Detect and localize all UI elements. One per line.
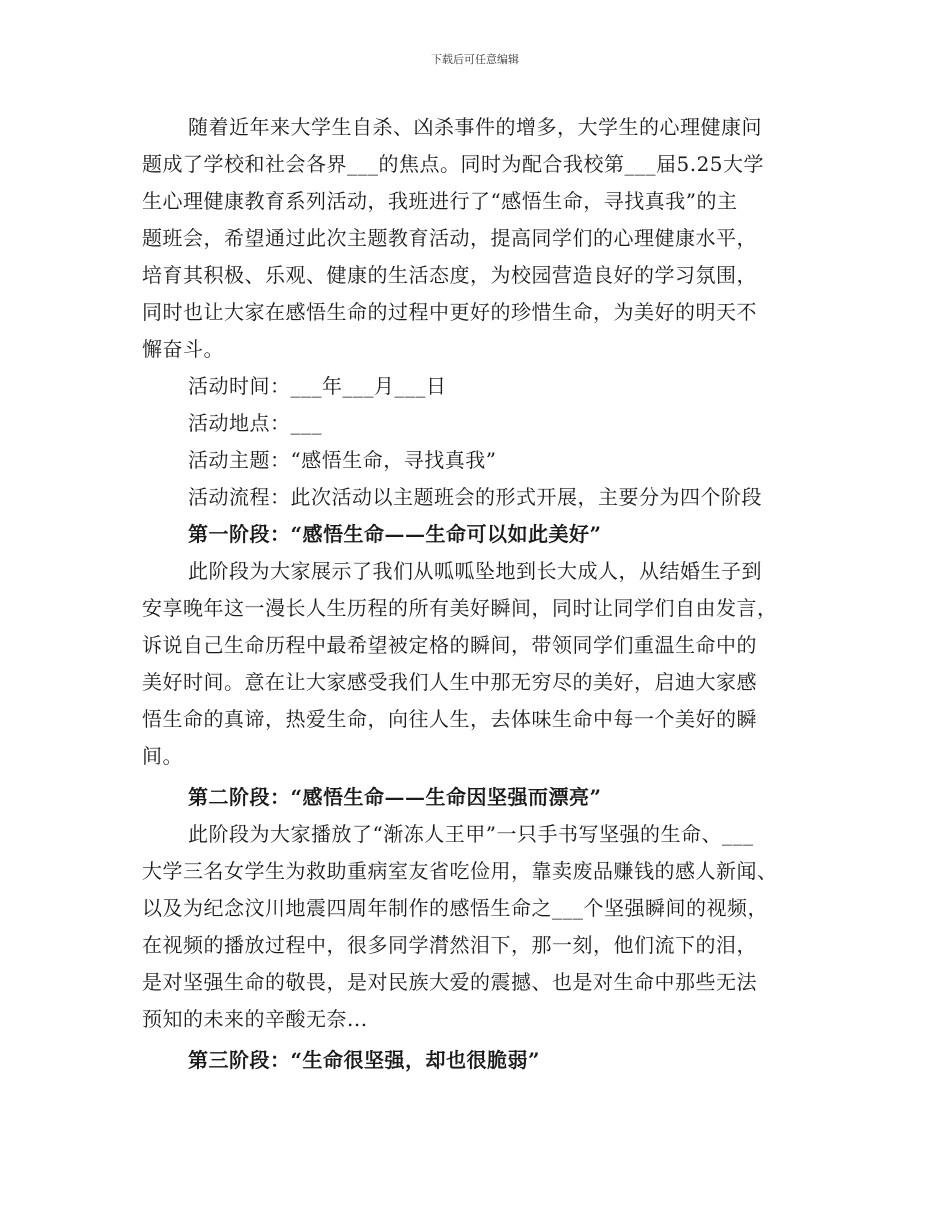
paragraph-line: 此阶段为大家展示了我们从呱呱坠地到长大成人，从结婚生子到 bbox=[188, 559, 762, 583]
paragraph-line: 题班会，希望通过此次主题教育活动，提高同学们的心理健康水平， bbox=[142, 226, 757, 250]
paragraph-line: 间。 bbox=[142, 744, 183, 768]
paragraph-line: 培育其积极、乐观、健康的生活态度，为校园营造良好的学习氛围， bbox=[142, 263, 757, 287]
paragraph-line: 大学三名女学生为救助重病室友省吃俭用，靠卖废品赚钱的感人新闻、 bbox=[142, 859, 778, 883]
stage-three-heading: 第三阶段：“生命很坚强，却也很脆弱” bbox=[188, 1048, 541, 1072]
paragraph-line: 以及为纪念汶川地震四周年制作的感悟生命之___个坚强瞬间的视频， bbox=[142, 896, 768, 920]
paragraph-line: 同时也让大家在感悟生命的过程中更好的珍惜生命，为美好的明天不 bbox=[142, 300, 757, 324]
page-header: 下载后可任意编辑 bbox=[431, 53, 519, 66]
activity-process: 活动流程：此次活动以主题班会的形式开展，主要分为四个阶段 bbox=[188, 485, 762, 509]
paragraph-line: 题成了学校和社会各界___的焦点。同时为配合我校第___届5.25大学 bbox=[142, 152, 765, 176]
activity-location: 活动地点：___ bbox=[188, 411, 322, 435]
paragraph-line: 诉说自己生命历程中最希望被定格的瞬间，带领同学们重温生命中的 bbox=[142, 633, 757, 657]
paragraph-line: 懈奋斗。 bbox=[142, 337, 224, 361]
paragraph-line: 随着近年来大学生自杀、凶杀事件的增多，大学生的心理健康问 bbox=[188, 115, 762, 139]
stage-two-heading: 第二阶段：“感悟生命——生命因坚强而漂亮” bbox=[188, 785, 602, 809]
stage-one-heading: 第一阶段：“感悟生命——生命可以如此美好” bbox=[188, 522, 602, 546]
paragraph-line: 安享晚年这一漫长人生历程的所有美好瞬间，同时让同学们自由发言， bbox=[142, 596, 778, 620]
paragraph-line: 此阶段为大家播放了“渐冻人王甲”一只手书写坚强的生命、___ bbox=[188, 822, 754, 846]
paragraph-line: 预知的未来的辛酸无奈... bbox=[142, 1007, 368, 1031]
paragraph-line: 在视频的播放过程中，很多同学潸然泪下，那一刻，他们流下的泪， bbox=[142, 933, 757, 957]
paragraph-line: 悟生命的真谛，热爱生命，向往人生，去体味生命中每一个美好的瞬 bbox=[142, 707, 757, 731]
paragraph-line: 生心理健康教育系列活动，我班进行了“感悟生命，寻找真我”的主 bbox=[142, 189, 738, 213]
activity-theme: 活动主题：“感悟生命，寻找真我” bbox=[188, 448, 497, 472]
activity-time: 活动时间：___年___月___日 bbox=[188, 374, 447, 398]
paragraph-line: 是对坚强生命的敬畏，是对民族大爱的震撼、也是对生命中那些无法 bbox=[142, 970, 757, 994]
document-body bbox=[142, 109, 832, 1079]
paragraph-line: 美好时间。意在让大家感受我们人生中那无穷尽的美好，启迪大家感 bbox=[142, 670, 757, 694]
